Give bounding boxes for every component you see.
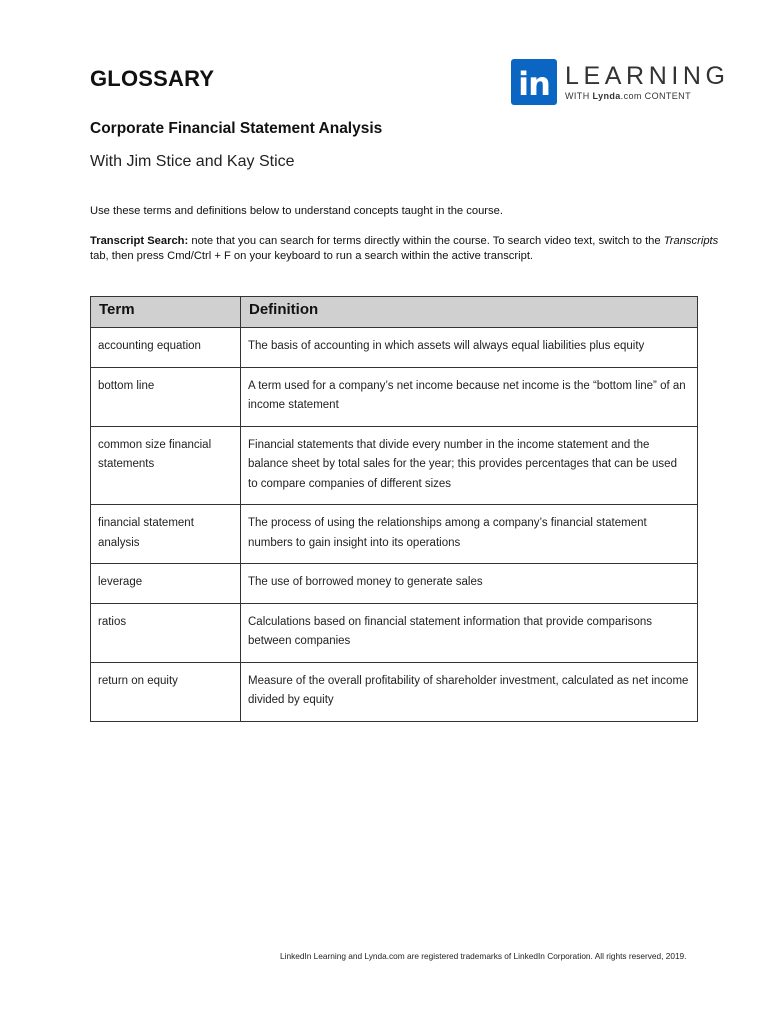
- definition-cell: Financial statements that divide every number in the income statement and the balance sheet by total sales for the year; this provides percentages that can be used to compare companies of different sizes: [241, 426, 698, 505]
- table-header-row: [91, 297, 698, 328]
- table-row: [91, 505, 698, 564]
- intro-text: Use these terms and definitions below to understand concepts taught in the course.: [90, 205, 503, 217]
- definition-cell: The process of using the relationships among a company’s financial statement numbers to gain insight into its operations: [241, 505, 698, 564]
- transcript-search-note: [90, 234, 720, 264]
- term-cell: financial statement analysis: [91, 505, 241, 564]
- table-row: [91, 367, 698, 426]
- logo-subtitle: [565, 91, 691, 101]
- transcripts-tab-name: Transcripts: [663, 235, 719, 247]
- table-row: [91, 662, 698, 721]
- transcript-search-text-1: note that you can search for terms directly within the course. To search video text, switch to the: [188, 235, 664, 247]
- glossary-table: [90, 296, 698, 722]
- term-column-header: Term: [91, 297, 241, 328]
- linkedin-learning-logo: [511, 59, 730, 107]
- term-cell: common size financial statements: [91, 426, 241, 505]
- definition-cell: Measure of the overall profitability of shareholder investment, calculated as net income divided by equity: [241, 662, 698, 721]
- definition-cell: The basis of accounting in which assets will always equal liabilities plus equity: [241, 328, 698, 368]
- table-row: [91, 426, 698, 505]
- table-row: [91, 603, 698, 662]
- table-row: [91, 564, 698, 604]
- term-cell: ratios: [91, 603, 241, 662]
- term-cell: bottom line: [91, 367, 241, 426]
- table-row: [91, 328, 698, 368]
- term-cell: return on equity: [91, 662, 241, 721]
- course-instructors: With Jim Stice and Kay Stice: [90, 153, 295, 170]
- course-title: Corporate Financial Statement Analysis: [90, 120, 383, 137]
- transcript-search-text-2: tab, then press Cmd/Ctrl + F on your keyboard to run a search within the active transcript.: [90, 250, 534, 262]
- definition-cell: The use of borrowed money to generate sales: [241, 564, 698, 604]
- transcript-search-label: Transcript Search:: [90, 235, 189, 247]
- logo-sub-brand: Lynda: [592, 91, 621, 101]
- term-cell: accounting equation: [91, 328, 241, 368]
- logo-sub-rest: .com CONTENT: [620, 91, 691, 101]
- term-cell: leverage: [91, 564, 241, 604]
- linkedin-in-icon: in: [511, 59, 557, 105]
- definition-cell: A term used for a company’s net income because net income is the “bottom line” of an income statement: [241, 367, 698, 426]
- definition-cell: Calculations based on financial statement information that provide comparisons between companies: [241, 603, 698, 662]
- logo-sub-with: WITH: [565, 91, 593, 101]
- logo-wordmark: LEARNING: [565, 62, 730, 90]
- definition-column-header: Definition: [241, 297, 698, 328]
- footer-copyright: LinkedIn Learning and Lynda.com are registered trademarks of LinkedIn Corporation. All rights reserved, 2019.: [280, 951, 687, 961]
- page-title: GLOSSARY: [90, 66, 215, 91]
